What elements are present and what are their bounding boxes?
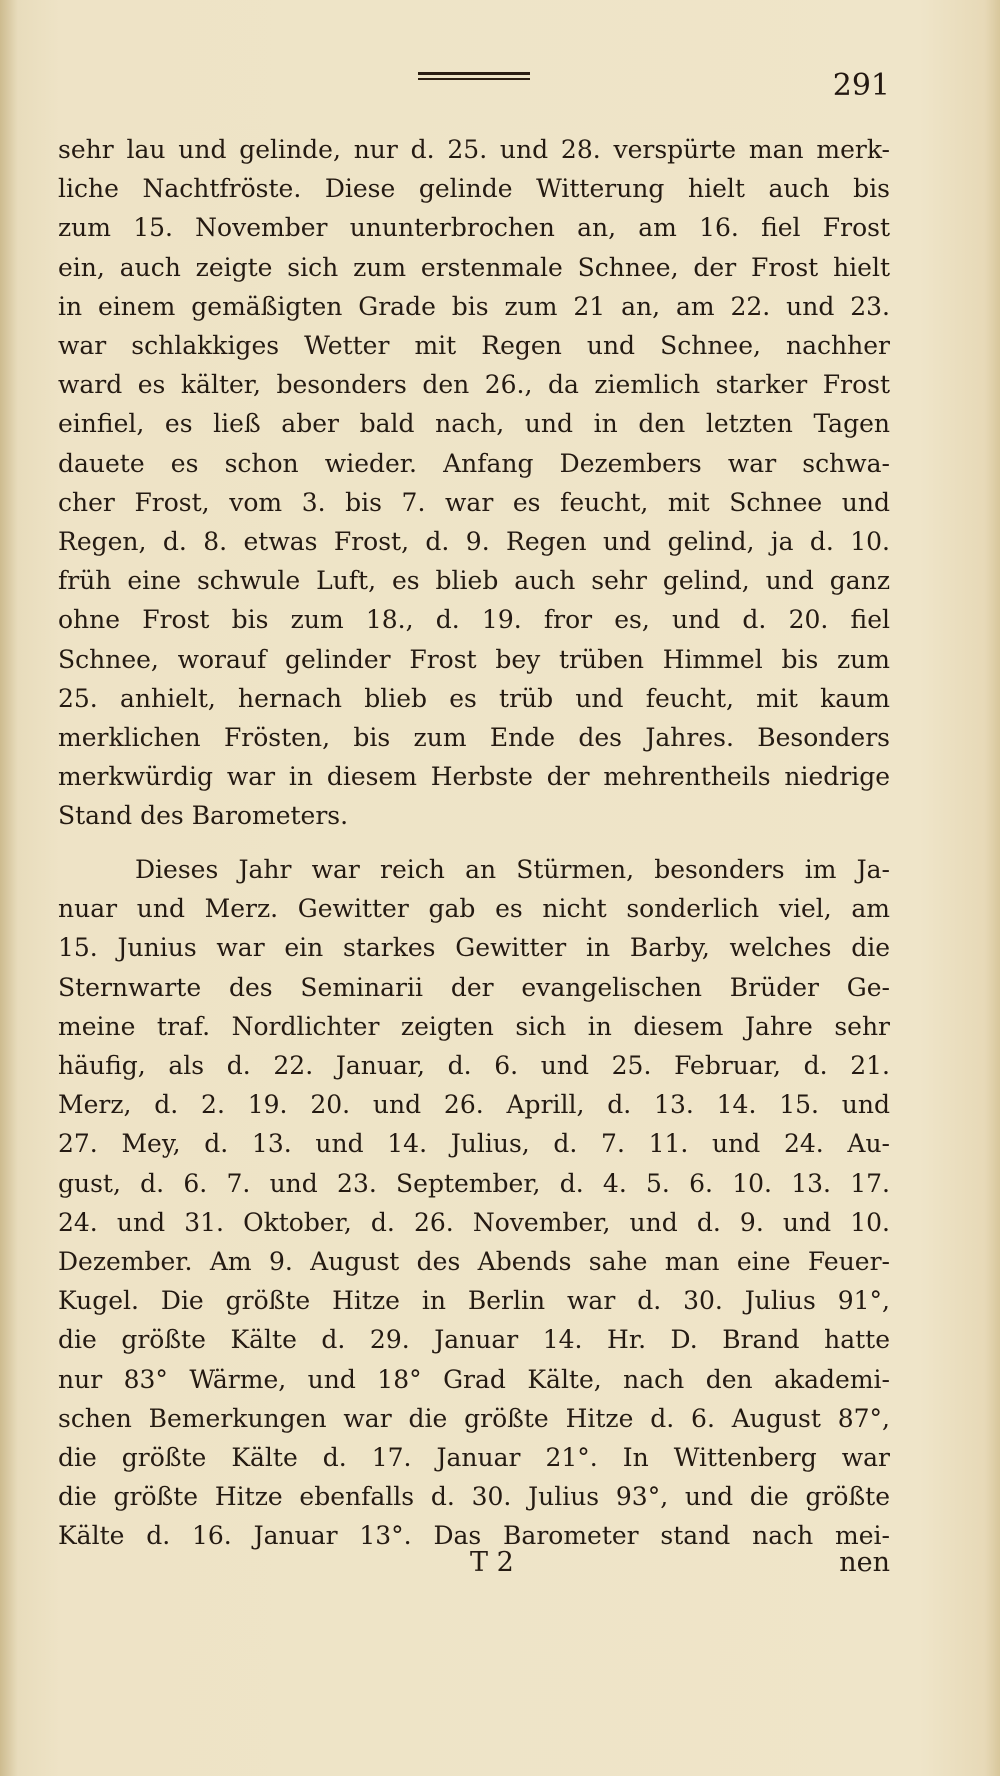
text-line: nur 83° Wärme, und 18° Grad Kälte, nach den akademi- bbox=[58, 1364, 890, 1394]
text-line: 25. anhielt, hernach blieb es trüb und feucht, mit kaum bbox=[58, 683, 890, 713]
paragraph-1 bbox=[58, 130, 890, 836]
paragraph-2 bbox=[58, 850, 890, 1556]
text-line: Kälte d. 16. Januar 13°. Das Barometer stand nach mei- bbox=[58, 1521, 890, 1551]
text-line: in einem gemäßigten Grade bis zum 21 an, am 22. und 23. bbox=[58, 291, 890, 321]
text-line: 27. Mey, d. 13. und 14. Julius, d. 7. 11. und 24. Au- bbox=[58, 1129, 890, 1159]
text-line: Dezember. Am 9. August des Abends sahe man eine Feuer- bbox=[58, 1247, 890, 1277]
text-line: ohne Frost bis zum 18., d. 19. fror es, und d. 20. fiel bbox=[58, 605, 890, 635]
text-line: zum 15. November ununterbrochen an, am 16. fiel Frost bbox=[58, 213, 890, 243]
text-line: 24. und 31. Oktober, d. 26. November, und d. 9. und 10. bbox=[58, 1207, 890, 1237]
text-line: Kugel. Die größte Hitze in Berlin war d. 30. Julius 91°, bbox=[58, 1286, 890, 1316]
text-line: liche Nachtfröste. Diese gelinde Witterung hielt auch bis bbox=[58, 174, 890, 204]
signature-mark: T 2 bbox=[470, 1547, 514, 1578]
text-line: die größte Hitze ebenfalls d. 30. Julius 93°, und die größte bbox=[58, 1482, 890, 1512]
text-line: früh eine schwule Luft, es blieb auch sehr gelind, und ganz bbox=[58, 566, 890, 596]
text-line: merklichen Frösten, bis zum Ende des Jahres. Besonders bbox=[58, 723, 890, 753]
text-line: einfiel, es ließ aber bald nach, und in den letzten Tagen bbox=[58, 409, 890, 439]
text-line: Sternwarte des Seminarii der evangelischen Brüder Ge- bbox=[58, 972, 890, 1002]
text-line: ward es kälter, besonders den 26., da ziemlich starker Frost bbox=[58, 370, 890, 400]
text-line: schen Bemerkungen war die größte Hitze d. 6. August 87°, bbox=[58, 1403, 890, 1433]
text-line: die größte Kälte d. 17. Januar 21°. In Wittenberg war bbox=[58, 1443, 890, 1473]
text-line: ein, auch zeigte sich zum erstenmale Schnee, der Frost hielt bbox=[58, 252, 890, 282]
header-rule bbox=[418, 72, 530, 80]
text-line: meine traf. Nordlichter zeigten sich in diesem Jahre sehr bbox=[58, 1011, 890, 1041]
text-line: dauete es schon wieder. Anfang Dezembers war schwa- bbox=[58, 448, 890, 478]
text-line: gust, d. 6. 7. und 23. September, d. 4. 5. 6. 10. 13. 17. bbox=[58, 1168, 890, 1198]
text-line: Merz, d. 2. 19. 20. und 26. Aprill, d. 13. 14. 15. und bbox=[58, 1090, 890, 1120]
text-line: Schnee, worauf gelinder Frost bey trüben Himmel bis zum bbox=[58, 644, 890, 674]
text-line: merkwürdig war in diesem Herbste der mehrentheils niedrige bbox=[58, 762, 890, 792]
text-line: cher Frost, vom 3. bis 7. war es feucht, mit Schnee und bbox=[58, 487, 890, 517]
text-line: war schlakkiges Wetter mit Regen und Schnee, nachher bbox=[58, 331, 890, 361]
text-line: 15. Junius war ein starkes Gewitter in Barby, welches die bbox=[58, 933, 890, 963]
text-line: sehr lau und gelinde, nur d. 25. und 28. verspürte man merk- bbox=[58, 135, 890, 164]
text-line: häufig, als d. 22. Januar, d. 6. und 25. Februar, d. 21. bbox=[58, 1051, 890, 1081]
text-line: Regen, d. 8. etwas Frost, d. 9. Regen und gelind, ja d. 10. bbox=[58, 527, 890, 557]
text-line: Stand des Barometers. bbox=[58, 801, 349, 831]
page-number: 291 bbox=[832, 68, 890, 103]
text-line: die größte Kälte d. 29. Januar 14. Hr. D. Brand hatte bbox=[58, 1325, 890, 1355]
catchword: nen bbox=[839, 1547, 890, 1578]
text-line: Dieses Jahr war reich an Stürmen, besonders im Ja- bbox=[135, 855, 890, 884]
text-line: nuar und Merz. Gewitter gab es nicht sonderlich viel, am bbox=[58, 894, 890, 924]
